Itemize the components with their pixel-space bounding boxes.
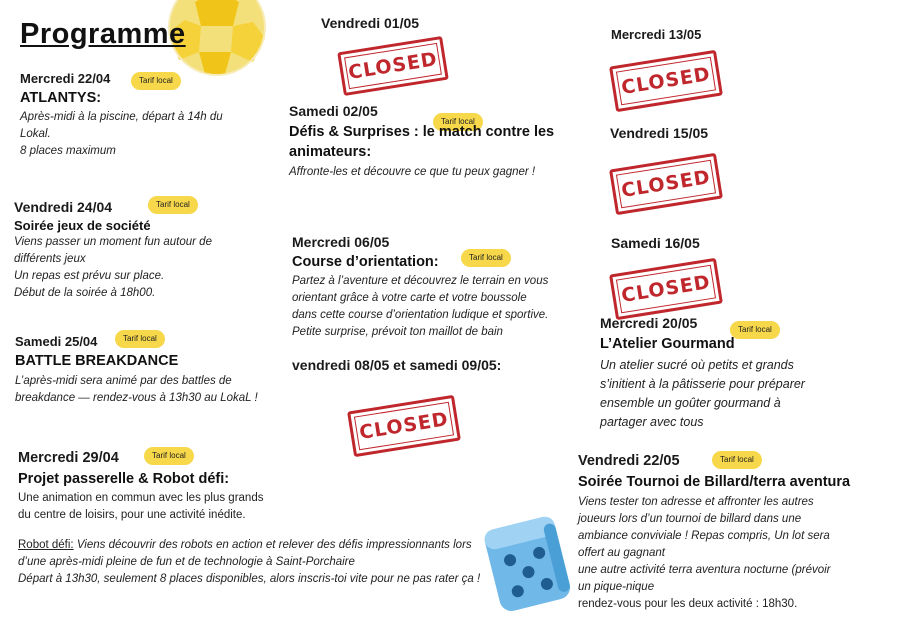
event-description: Viens tester ton adresse et affronter les autres joueurs lors d’un tournoi de billard dans une ambiance conviviale ! Repas compris, Un lot sera offert au gagnant une autre activité terra aventura nocturne (prévoir un pique-nique rendez-vous pour les deux activité : 18h30. bbox=[578, 496, 831, 610]
event-title: Course d’orientation: bbox=[292, 254, 439, 270]
event-date: Vendredi 22/05 bbox=[578, 453, 680, 469]
event-date: Mercredi 22/04 bbox=[20, 71, 111, 86]
event-date: Vendredi 01/05 bbox=[321, 15, 420, 31]
event-title: ATLANTYS: bbox=[20, 90, 102, 106]
closed-stamp: CLOSED bbox=[609, 153, 723, 215]
price-badge: Tarif local bbox=[131, 72, 181, 90]
price-badge: Tarif local bbox=[461, 249, 511, 267]
event-description: Un atelier sucré où petits et grands s’initient à la pâtisserie pour préparer ensemble un goûter gourmand à partager avec tous bbox=[600, 358, 805, 429]
price-badge: Tarif local bbox=[712, 451, 762, 469]
event-date: Vendredi 24/04 bbox=[14, 199, 113, 215]
event-description: Affronte-les et découvre ce que tu peux gagner ! bbox=[289, 166, 536, 178]
event-title: Défis & Surprises : le match contre les animateurs: bbox=[289, 124, 555, 160]
event-title: Soirée jeux de société bbox=[14, 218, 151, 233]
event-description: Partez à l’aventure et découvrez le terrain en vous orientant grâce à votre carte et votre boussole dans cette course d’orientation ludique et sportive. Petite surprise, prévoit ton maillot de bain bbox=[292, 275, 549, 338]
event-date: Mercredi 13/05 bbox=[611, 27, 702, 42]
robot-description: Robot défi: Viens découvrir des robots en action et relever des défis impressionnants lors d’une après-midi pleine de fun et de technologie à Saint-Porchaire Départ à 13h30, seulement 8 places disponibles, alors inscris-toi vite pour ne pas rater ça ! bbox=[18, 539, 481, 585]
event-date: Mercredi 29/04 bbox=[18, 450, 119, 466]
event-date: vendredi 08/05 et samedi 09/05: bbox=[292, 357, 502, 373]
event-description: Viens passer un moment fun autour de différents jeux Un repas est prévu sur place. Début de la soirée à 18h00. bbox=[14, 236, 212, 299]
closed-stamp: CLOSED bbox=[609, 258, 723, 320]
event-description: Une animation en commun avec les plus grands du centre de loisirs, pour une activité inédite. bbox=[18, 492, 264, 521]
event-title: BATTLE BREAKDANCE bbox=[15, 353, 179, 369]
price-badge: Tarif local bbox=[730, 321, 780, 339]
page-title: Programme bbox=[20, 18, 186, 50]
event-date: Samedi 25/04 bbox=[15, 334, 98, 349]
closed-stamp: CLOSED bbox=[609, 50, 723, 112]
price-badge: Tarif local bbox=[115, 330, 165, 348]
event-title: Projet passerelle & Robot défi: bbox=[18, 471, 230, 487]
closed-stamp: CLOSED bbox=[337, 36, 449, 96]
closed-stamp: CLOSED bbox=[347, 395, 461, 457]
event-date: Samedi 16/05 bbox=[611, 235, 700, 251]
event-title: L’Atelier Gourmand bbox=[600, 336, 735, 352]
event-date: Vendredi 15/05 bbox=[610, 125, 709, 141]
event-date: Samedi 02/05 bbox=[289, 103, 378, 119]
event-description: Après-midi à la piscine, départ à 14h du Lokal. 8 places maximum bbox=[20, 111, 223, 157]
price-badge: Tarif local bbox=[433, 113, 483, 131]
price-badge: Tarif local bbox=[148, 196, 198, 214]
event-title: Soirée Tournoi de Billard/terra aventura bbox=[578, 474, 851, 490]
event-description: L’après-midi sera animé par des battles de breakdance — rendez-vous à 13h30 au LokaL ! bbox=[15, 375, 258, 404]
event-date: Mercredi 06/05 bbox=[292, 234, 390, 250]
robot-label: Robot défi: bbox=[18, 539, 74, 551]
price-badge: Tarif local bbox=[144, 447, 194, 465]
event-date: Mercredi 20/05 bbox=[600, 315, 698, 331]
